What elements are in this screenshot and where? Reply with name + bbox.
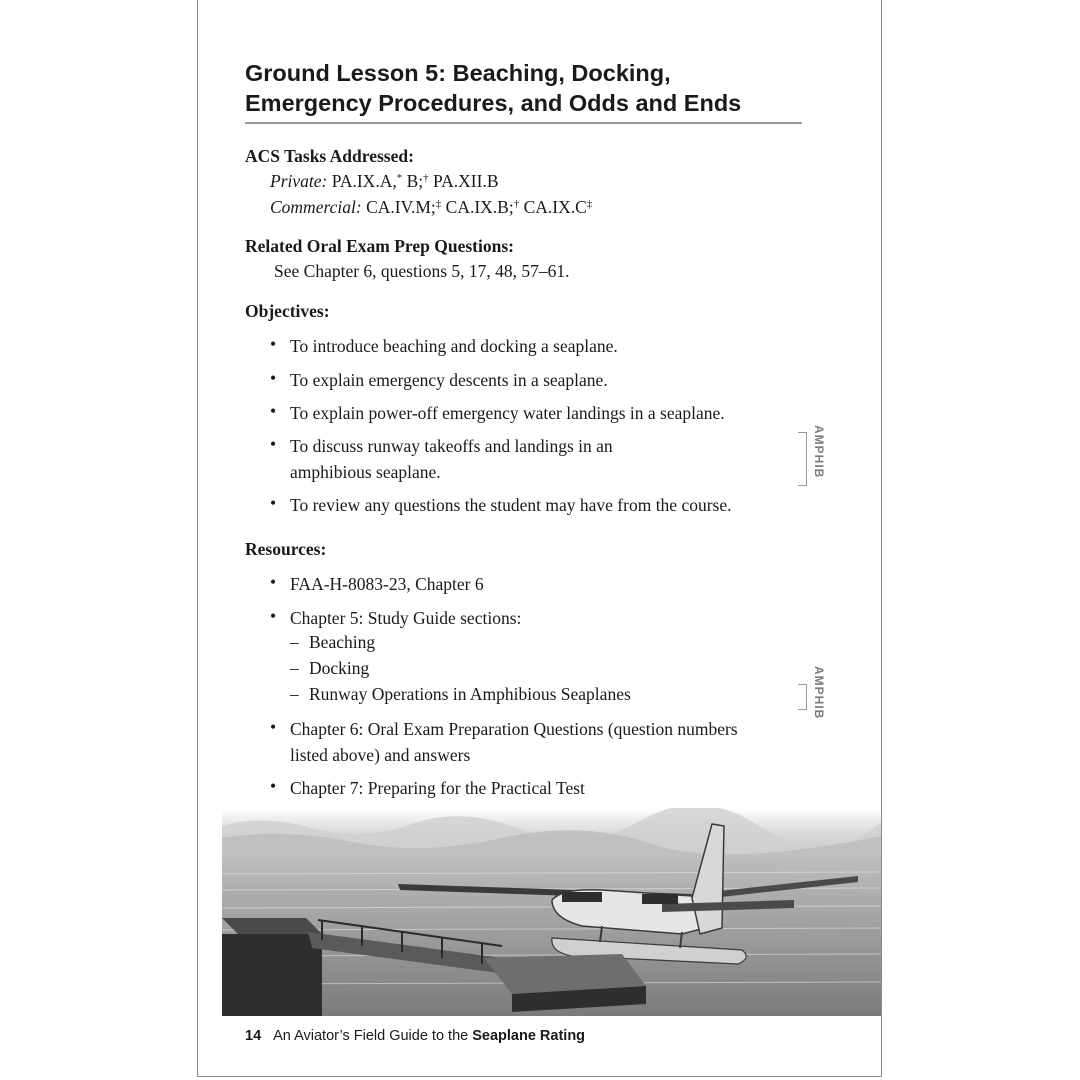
bullet-icon: • (270, 776, 277, 796)
title-line-1: Ground Lesson 5: Beaching, Docking, (245, 60, 671, 86)
commercial-task-2: CA.IX.B; (441, 197, 514, 217)
private-task-2: B; (402, 171, 424, 191)
amphib-side-tab: AMPHIB (812, 425, 826, 479)
bullet-icon: • (270, 717, 277, 737)
objective-item: To introduce beaching and docking a seaplane. (290, 336, 618, 356)
objective-item: To review any questions the student may have from the course. (290, 495, 732, 515)
resource-subitem: Docking (309, 658, 370, 678)
bullet-icon: • (270, 334, 277, 354)
acs-commercial-line (270, 197, 592, 218)
book-title (273, 1028, 585, 1044)
amphib-bracket (798, 684, 807, 710)
objective-item: To explain power-off emergency water landings in a seaplane. (290, 403, 725, 423)
resource-item: Chapter 5: Study Guide sections: (290, 608, 522, 628)
dash-icon: – (290, 658, 299, 678)
bullet-icon: • (270, 434, 277, 454)
oral-text: See Chapter 6, questions 5, 17, 48, 57–61. (274, 261, 570, 281)
commercial-task-1: CA.IV.M; (361, 197, 436, 217)
footnote-mark: ‡ (586, 198, 593, 210)
private-task-3: PA.XII.B (428, 171, 499, 191)
private-task-1: PA.IX.A, (327, 171, 397, 191)
footnote-mark: † (423, 172, 429, 184)
title-divider (245, 122, 802, 124)
footnote-mark: ‡ (435, 198, 442, 210)
commercial-task-3: CA.IX.C (519, 197, 587, 217)
footnote-mark: * (396, 172, 403, 184)
resource-item: FAA-H-8083-23, Chapter 6 (290, 574, 484, 594)
resources-heading: Resources: (245, 539, 327, 559)
private-label: Private: (270, 171, 328, 191)
lesson-title (245, 58, 805, 118)
objectives-heading: Objectives: (245, 301, 330, 321)
objective-item: To explain emergency descents in a seaplane. (290, 370, 608, 390)
resource-subitem: Beaching (309, 632, 376, 652)
footnote-mark: † (513, 198, 520, 210)
bullet-icon: • (270, 606, 277, 626)
amphib-side-tab: AMPHIB (812, 666, 826, 720)
objective-item: To discuss runway takeoffs and landings in an amphibious seaplane. (290, 436, 613, 482)
page-footer (245, 1028, 585, 1044)
acs-heading: ACS Tasks Addressed: (245, 146, 414, 166)
book-title-bold: Seaplane Rating (472, 1028, 586, 1044)
resource-subitem: Runway Operations in Amphibious Seaplanes (309, 684, 631, 704)
dash-icon: – (290, 632, 299, 652)
dash-icon: – (290, 684, 299, 704)
book-title-plain: An Aviator’s Field Guide to the (273, 1028, 473, 1044)
bullet-icon: • (270, 368, 277, 388)
bullet-icon: • (270, 572, 277, 592)
amphib-bracket (798, 432, 807, 486)
oral-heading: Related Oral Exam Prep Questions: (245, 236, 514, 256)
seaplane-dock-illustration (222, 808, 882, 1016)
bullet-icon: • (270, 493, 277, 513)
page-number: 14 (245, 1028, 262, 1044)
book-page (197, 0, 882, 1077)
resource-item: Chapter 6: Oral Exam Preparation Questions (question numbers listed above) and answers (290, 719, 738, 765)
commercial-label: Commercial: (270, 197, 362, 217)
acs-private-line (270, 171, 499, 192)
bullet-icon: • (270, 401, 277, 421)
seaplane-dock-photo (222, 808, 882, 1016)
resource-item: Chapter 7: Preparing for the Practical Test (290, 778, 585, 798)
title-line-2: Emergency Procedures, and Odds and Ends (245, 90, 742, 116)
